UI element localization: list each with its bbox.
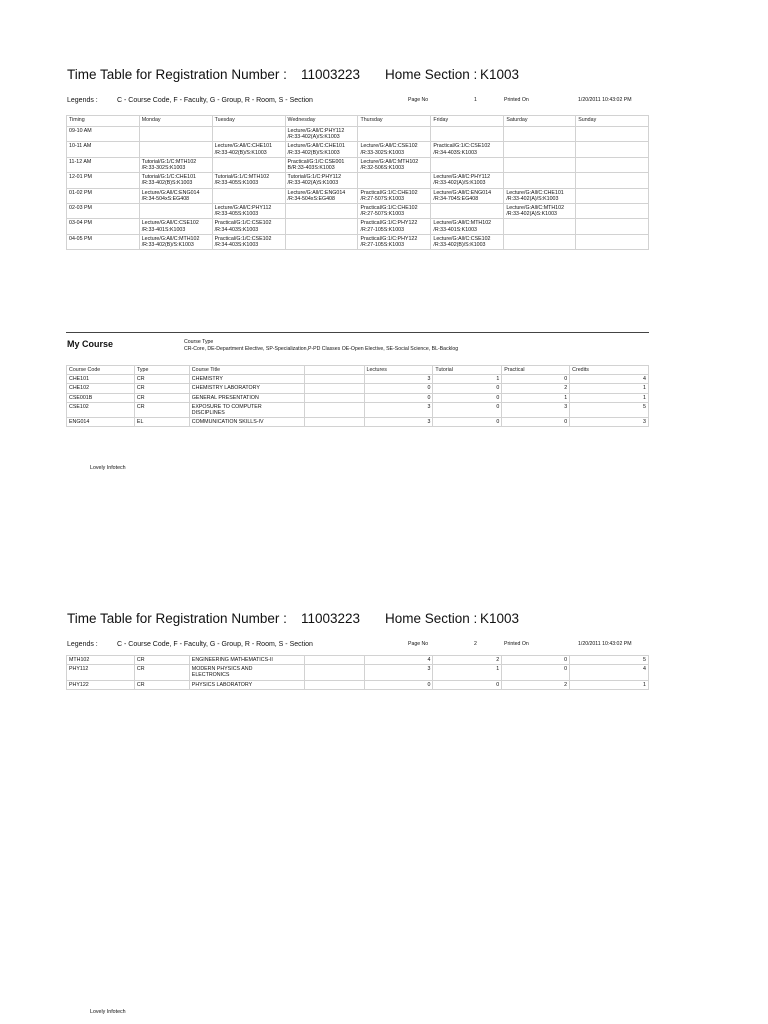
course-cell: 3	[570, 418, 649, 427]
printed-on-label-p2: Printed On	[504, 641, 529, 647]
timetable-cell	[504, 142, 576, 157]
course-cell: 1	[433, 375, 502, 384]
course-cell: CR	[134, 393, 189, 402]
timetable-cell	[139, 142, 212, 157]
timetable-header: Wednesday	[285, 116, 358, 127]
timetable-row	[67, 234, 649, 249]
course-cell: 3	[502, 402, 570, 417]
course-cell: 4	[570, 665, 649, 680]
timetable-cell	[576, 219, 649, 234]
timetable-cell	[358, 127, 431, 142]
course-cell: CR	[134, 656, 189, 665]
timetable-cell	[431, 127, 504, 142]
legends-text-p2: C - Course Code, F - Faculty, G - Group, R - Room, S - Section	[117, 641, 313, 648]
course-cell: 0	[433, 384, 502, 393]
timetable-cell	[139, 127, 212, 142]
course-cell: 0	[433, 680, 502, 689]
course-cell: 0	[502, 665, 570, 680]
timetable-cell: Lecture/G:All/C:CHE101 /R:33-402(B)/S:K1003	[285, 142, 358, 157]
course-cell	[304, 665, 364, 680]
printed-on-p2: 1/20/2011 10:43:02 PM	[578, 641, 632, 647]
title-prefix: Time Table for Registration Number :	[67, 67, 287, 82]
course-cell	[304, 402, 364, 417]
timetable-cell	[212, 188, 285, 203]
course-cell: 0	[502, 656, 570, 665]
course-cell: CSE102	[67, 402, 135, 417]
timetable-cell: Lecture/G:All/C:PHY112 /R:33-402(A)/S:K1003	[285, 127, 358, 142]
timetable-cell	[431, 157, 504, 172]
course-cell: 3	[364, 665, 433, 680]
timetable-cell: Lecture/G:All/C:MTH102 /R:33-402(B)/S:K1003	[139, 234, 212, 249]
timetable-cell: Practical/G:1/C:CSE102 /R:34-403S:K1003	[431, 142, 504, 157]
timetable-header: Monday	[139, 116, 212, 127]
timetable-cell	[576, 204, 649, 219]
timetable-cell	[431, 204, 504, 219]
timing-cell: 12-01 PM	[67, 173, 140, 188]
timetable-row	[67, 188, 649, 203]
courses-header: Type	[134, 366, 189, 375]
course-cell: CHEMISTRY	[189, 375, 304, 384]
course-cell: 1	[502, 393, 570, 402]
course-cell: 3	[364, 402, 433, 417]
timing-cell: 11-12 AM	[67, 157, 140, 172]
reg-number: 11003223	[301, 67, 361, 82]
course-cell: 0	[433, 393, 502, 402]
timetable-cell	[285, 219, 358, 234]
timing-cell: 02-03 PM	[67, 204, 140, 219]
course-cell: COMMUNICATION SKILLS-IV	[189, 418, 304, 427]
timetable-header: Sunday	[576, 116, 649, 127]
course-cell: 0	[364, 384, 433, 393]
course-cell: MODERN PHYSICS AND ELECTRONICS	[189, 665, 304, 680]
timetable-cell: Lecture/G:All/C:ENG014 /R:34-504xS:EG408	[139, 188, 212, 203]
courses-header	[304, 366, 364, 375]
course-cell: 1	[570, 680, 649, 689]
timetable-cell: Lecture/G:All/C:CSE102 /R:33-402(B)/S:K1003	[431, 234, 504, 249]
courses-header: Course Title	[189, 366, 304, 375]
courses-header: Practical	[502, 366, 570, 375]
timetable-row	[67, 127, 649, 142]
course-cell: 4	[364, 656, 433, 665]
course-cell: 0	[433, 402, 502, 417]
timetable-cell: Lecture/G:All/C:PHY112 /R:33-405S:K1003	[212, 204, 285, 219]
timetable	[66, 115, 649, 250]
course-cell: ENG014	[67, 418, 135, 427]
my-course-heading: My Course	[67, 339, 114, 349]
timing-cell: 01-02 PM	[67, 188, 140, 203]
home-section-label-p2: Home Section :	[385, 611, 478, 626]
timetable-cell	[358, 173, 431, 188]
home-section: K1003	[480, 67, 520, 82]
timetable-cell: Lecture/G:All/C:MTH102 /R:33-401S:K1003	[431, 219, 504, 234]
course-cell: 1	[570, 393, 649, 402]
timing-cell: 10-11 AM	[67, 142, 140, 157]
timetable-cell	[504, 173, 576, 188]
footer: Lovely Infotech	[90, 465, 126, 471]
page-no-label: Page No	[408, 97, 429, 103]
timetable-cell: Practical/G:1/C:CHE102 /R:27-507S:K1003	[358, 204, 431, 219]
course-cell: 2	[502, 680, 570, 689]
page1-title	[67, 67, 287, 82]
course-cell	[304, 656, 364, 665]
timetable-cell: Tutorial/G:1/C:MTH102 /R:33-405S:K1003	[212, 173, 285, 188]
timetable-cell	[212, 157, 285, 172]
reg-number-p2: 11003223	[301, 611, 361, 626]
course-cell: CR	[134, 384, 189, 393]
course-cell: EXPOSURE TO COMPUTER DISCIPLINES	[189, 402, 304, 417]
course-row	[67, 393, 649, 402]
page-no-p2: 2	[474, 641, 477, 647]
course-cell: 0	[502, 418, 570, 427]
timetable-header: Thursday	[358, 116, 431, 127]
course-cell: 4	[570, 375, 649, 384]
timetable-cell: Lecture/G:All/C:ENG014 /R:34-504xS:EG408	[285, 188, 358, 203]
timetable-row	[67, 173, 649, 188]
courses-header: Credits	[570, 366, 649, 375]
course-cell: 0	[364, 393, 433, 402]
course-cell: CR	[134, 665, 189, 680]
courses-header: Lectures	[364, 366, 433, 375]
timetable-header: Timing	[67, 116, 140, 127]
page2-title: Time Table for Registration Number :	[67, 611, 287, 626]
timetable-cell: Lecture/G:All/C:ENG014 /R:34-704S:EG408	[431, 188, 504, 203]
timetable-cell: Practical/G:1/C:CSE102 /R:34-403S:K1003	[212, 219, 285, 234]
timetable-header: Friday	[431, 116, 504, 127]
timetable-cell: Practical/G:1/C:PHY122 /R:27-105S:K1003	[358, 219, 431, 234]
course-type-label: Course Type	[184, 339, 214, 345]
course-row	[67, 375, 649, 384]
timetable-row	[67, 142, 649, 157]
course-cell: GENERAL PRESENTATION	[189, 393, 304, 402]
timetable-cell: Tutorial/G:1/C:MTH102 /R:33-302S:K1003	[139, 157, 212, 172]
timetable-cell: Tutorial/G:1/C:CHE101 /R:33-402(B)S:K1003	[139, 173, 212, 188]
home-section-p2: K1003	[480, 611, 520, 626]
timetable-row	[67, 219, 649, 234]
course-cell	[304, 680, 364, 689]
timetable-row	[67, 204, 649, 219]
course-cell: PHY112	[67, 665, 135, 680]
timetable-header: Saturday	[504, 116, 576, 127]
timetable-cell	[504, 219, 576, 234]
course-cell	[304, 393, 364, 402]
course-cell: 5	[570, 402, 649, 417]
courses-header: Course Code	[67, 366, 135, 375]
course-cell: 2	[502, 384, 570, 393]
timetable-cell	[576, 142, 649, 157]
course-cell: 1	[433, 665, 502, 680]
timetable-cell: Practical/G:1/C:CSE001 B/R:33-403S:K1003	[285, 157, 358, 172]
timetable-cell	[212, 127, 285, 142]
course-cell: CHE101	[67, 375, 135, 384]
timetable-header: Tuesday	[212, 116, 285, 127]
timetable-cell: Lecture/G:All/C:CSE102 /R:33-302S:K1003	[358, 142, 431, 157]
timetable-cell: Lecture/G:All/C:MTH102 /R:32-506S:K1003	[358, 157, 431, 172]
course-cell: CR	[134, 375, 189, 384]
legends-label-p2: Legends :	[67, 641, 98, 648]
timing-cell: 09-10 AM	[67, 127, 140, 142]
course-row	[67, 665, 649, 680]
course-cell: CHE102	[67, 384, 135, 393]
timetable-cell	[576, 173, 649, 188]
course-cell: CHEMISTRY LABORATORY	[189, 384, 304, 393]
printed-on-label: Printed On	[504, 97, 529, 103]
course-cell: MTH102	[67, 656, 135, 665]
timetable-cell: Practical/G:1/C:CSE102 /R:34-403S:K1003	[212, 234, 285, 249]
course-cell: ENGINEERING MATHEMATICS-II	[189, 656, 304, 665]
timetable-cell	[576, 188, 649, 203]
page-no-label-p2: Page No	[408, 641, 429, 647]
footer-p2: Lovely Infotech	[90, 1009, 126, 1015]
timetable-cell: Lecture/G:All/C:MTH102 /R:33-402(A)S:K1003	[504, 204, 576, 219]
course-cell: 3	[364, 375, 433, 384]
timetable-cell	[285, 204, 358, 219]
course-cell	[304, 418, 364, 427]
timetable-cell	[504, 127, 576, 142]
course-cell: 0	[364, 680, 433, 689]
timetable-cell: Practical/G:1/C:CHE102 /R:27-507S:K1003	[358, 188, 431, 203]
course-row	[67, 402, 649, 417]
section-divider	[66, 332, 649, 333]
timetable-cell: Practical/G:1/C:PHY122 /R:27-105S:K1003	[358, 234, 431, 249]
course-cell: 3	[364, 418, 433, 427]
timetable-cell	[576, 157, 649, 172]
course-row	[67, 680, 649, 689]
timetable-cell	[576, 234, 649, 249]
printed-on: 1/20/2011 10:43:02 PM	[578, 97, 632, 103]
timetable-row	[67, 157, 649, 172]
course-cell: 1	[570, 384, 649, 393]
course-cell: PHYSICS LABORATORY	[189, 680, 304, 689]
timetable-cell	[139, 204, 212, 219]
course-cell: 0	[433, 418, 502, 427]
timetable-cell	[285, 234, 358, 249]
course-row	[67, 384, 649, 393]
course-cell: CR	[134, 402, 189, 417]
course-type-text: CR-Core, DE-Department Elective, SP-Specialization,P-PD Classes OE-Open Elective, SE-Social Science, BL-Backlog	[184, 346, 459, 352]
course-cell	[304, 375, 364, 384]
course-cell: PHY122	[67, 680, 135, 689]
course-cell: CSE001B	[67, 393, 135, 402]
timetable-cell	[504, 157, 576, 172]
timing-cell: 03-04 PM	[67, 219, 140, 234]
timetable-cell: Lecture/G:All/C:CSE102 /R:33-401S:K1003	[139, 219, 212, 234]
timetable-cell	[504, 234, 576, 249]
timetable-cell	[576, 127, 649, 142]
course-cell: 5	[570, 656, 649, 665]
course-cell: CR	[134, 680, 189, 689]
legends-text: C - Course Code, F - Faculty, G - Group, R - Room, S - Section	[117, 97, 313, 104]
courses-header: Tutorial	[433, 366, 502, 375]
timetable-cell: Lecture/G:All/C:CHE101 /R:33-402(B)/S:K1003	[212, 142, 285, 157]
course-row	[67, 656, 649, 665]
course-cell: 0	[502, 375, 570, 384]
timetable-cell: Lecture/G:All/C:PHY112 /R:33-402(A)/S:K1003	[431, 173, 504, 188]
course-cell: 2	[433, 656, 502, 665]
course-row	[67, 418, 649, 427]
timetable-cell: Lecture/G:All/C:CHE101 /R:33-402(A)/S:K1003	[504, 188, 576, 203]
course-cell	[304, 384, 364, 393]
timing-cell: 04-05 PM	[67, 234, 140, 249]
course-cell: EL	[134, 418, 189, 427]
timetable-cell: Tutorial/G:1/C:PHY112 /R:33-402(A)S:K1003	[285, 173, 358, 188]
page-no: 1	[474, 97, 477, 103]
legends-label: Legends :	[67, 97, 98, 104]
courses-table	[66, 365, 649, 427]
courses-table-p2	[66, 655, 649, 690]
home-section-label: Home Section :	[385, 67, 478, 82]
